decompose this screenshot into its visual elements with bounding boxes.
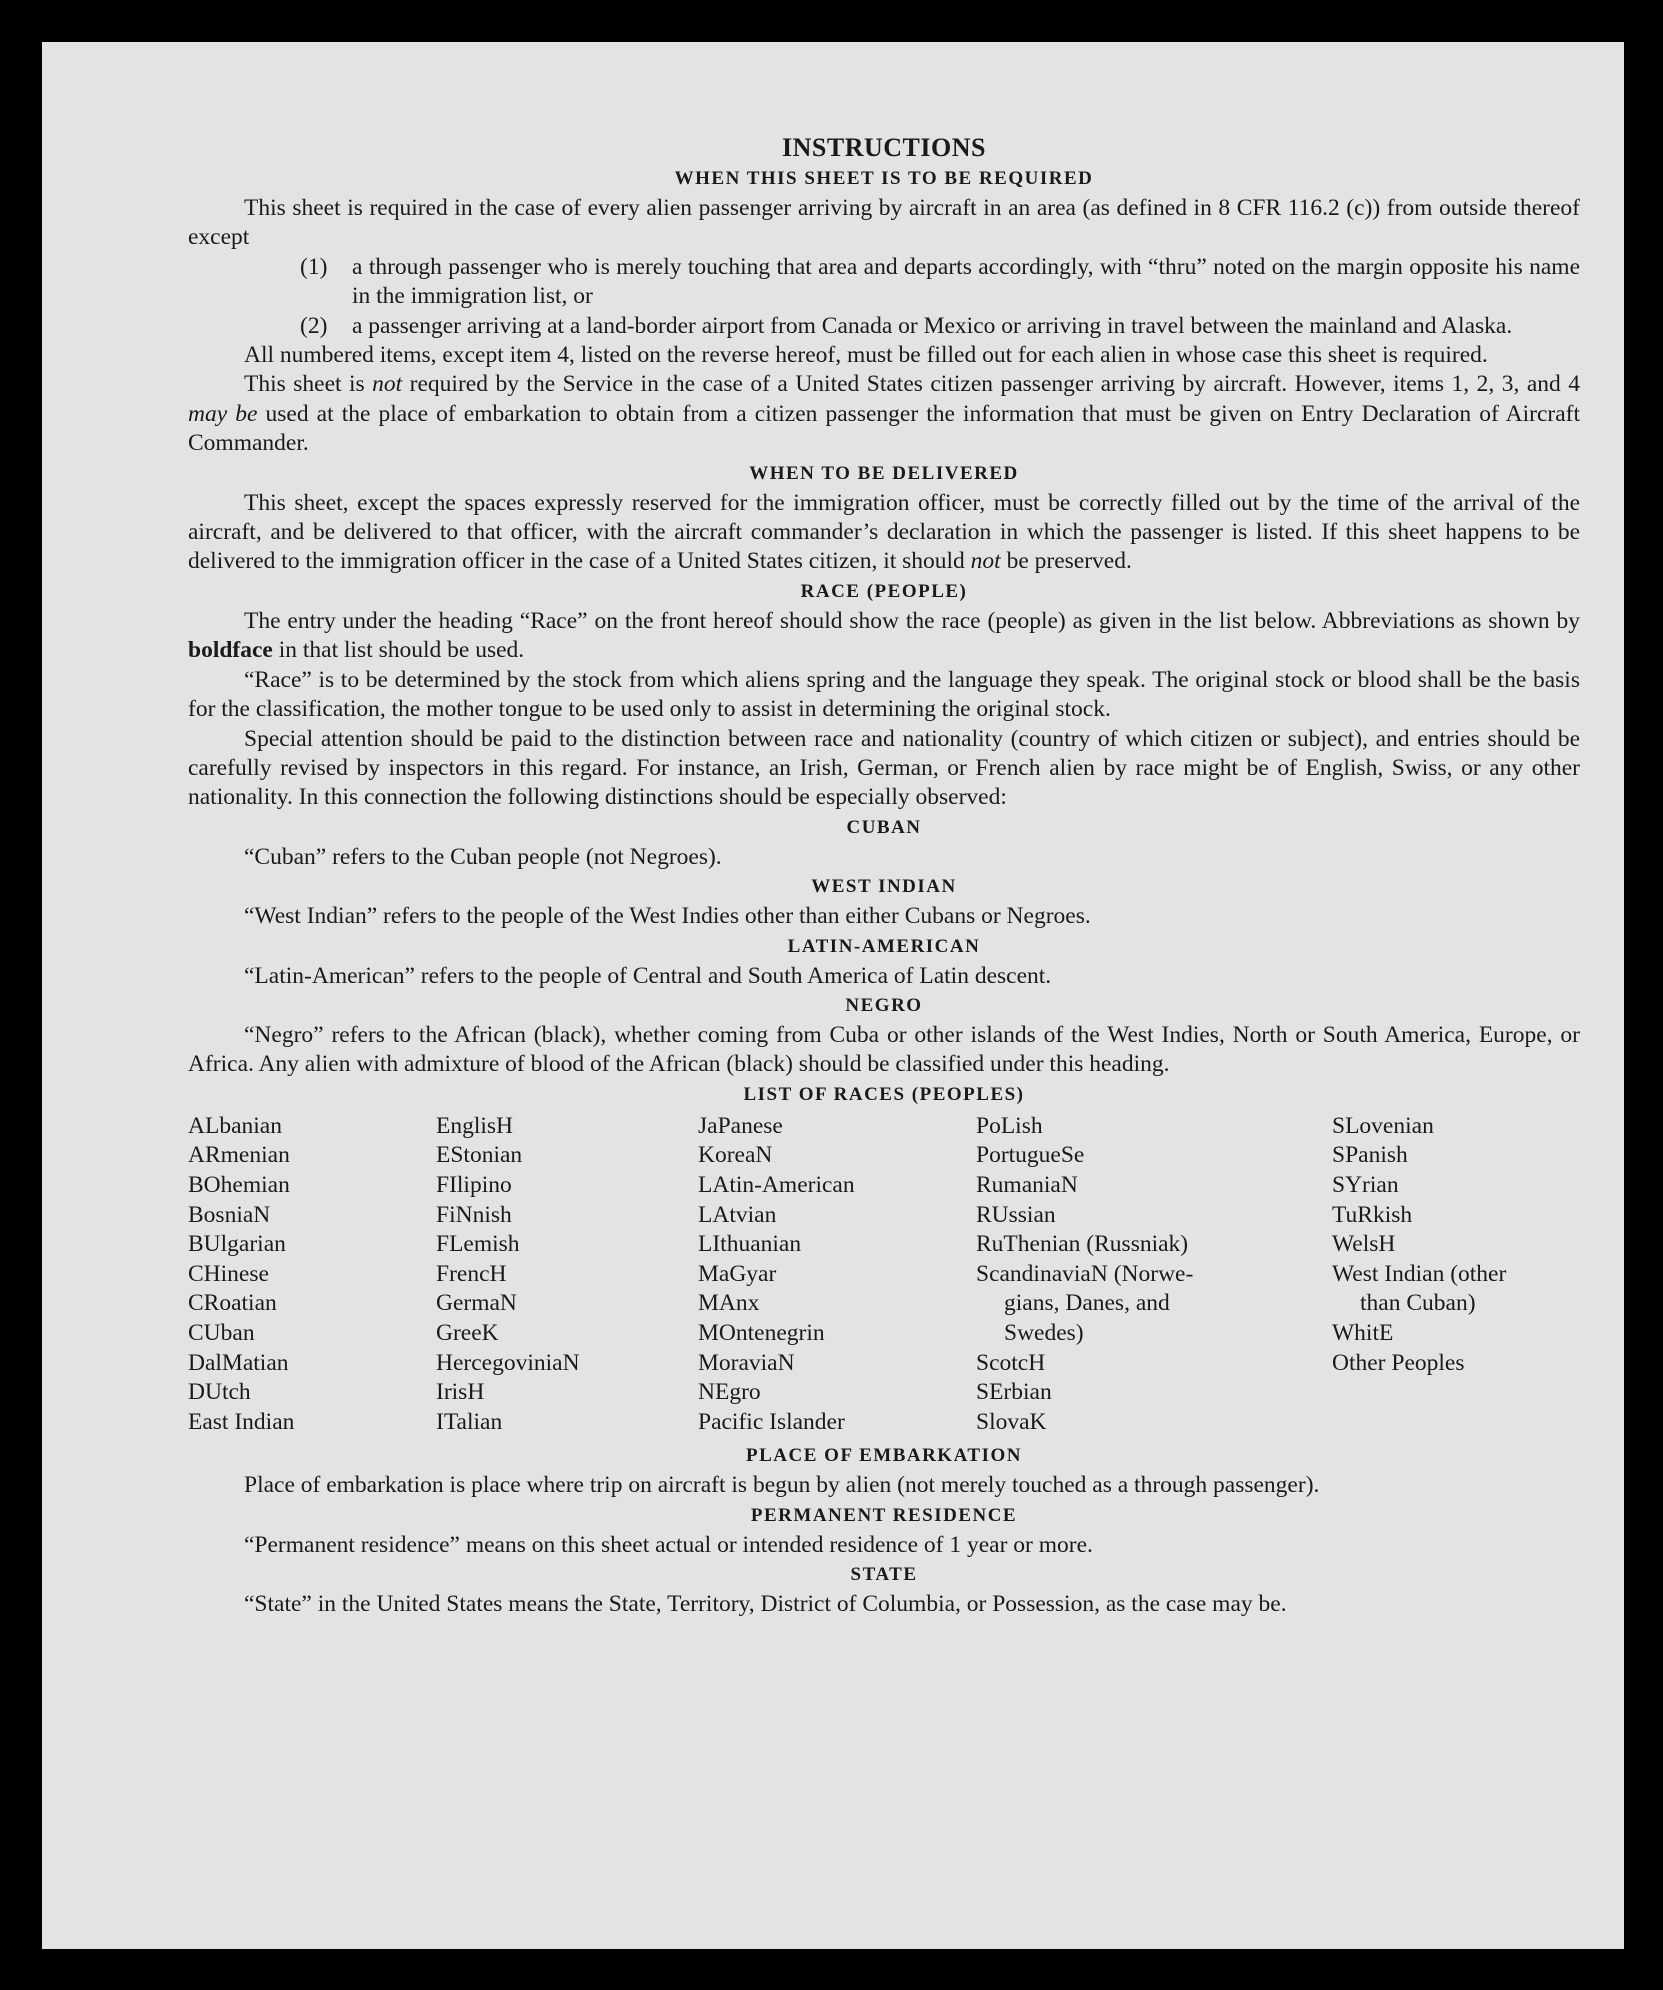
race-entry: SErbian <box>976 1379 1052 1406</box>
race-paragraph-1 <box>188 607 1580 666</box>
race-entry: WelsH <box>1332 1231 1396 1258</box>
cuban-definition: “Cuban” refers to the Cuban people (not Negroes). <box>244 843 722 870</box>
when-required-paragraph: This sheet is required in the case of every alien passenger arriving by aircraft in an area (as defined in 8 CFR 116.2 (c)) from outside thereof except <box>188 195 1580 251</box>
item-number: (1) <box>300 253 328 280</box>
race-entry: KoreaN <box>698 1142 773 1169</box>
race-entry: LIthuanian <box>698 1231 802 1258</box>
race-entry: PoLish <box>976 1112 1043 1139</box>
race-entry: DUtch <box>188 1379 251 1406</box>
race-entry: ScandinaviaN (Norwe- <box>976 1260 1194 1287</box>
race-entry: MAnx <box>698 1290 760 1317</box>
heading-state: STATE <box>850 1564 918 1586</box>
race-entry-continuation: gians, Danes, and <box>1004 1290 1170 1317</box>
race-entry: CUban <box>188 1319 255 1346</box>
race-entry: LAtvian <box>698 1201 777 1228</box>
race-entry: EnglisH <box>436 1112 514 1139</box>
bold-run: boldface <box>188 637 273 664</box>
latin-american-definition: “Latin-American” refers to the people of Central and South America of Latin descent. <box>244 962 1052 989</box>
race-entry: WhitE <box>1332 1319 1394 1346</box>
text-run: required by the Service in the case of a United States citizen passenger arriving by aircraft. However, items 1, 2, 3, and 4 <box>402 371 1580 398</box>
negro-definition: “Negro” refers to the African (black), whether coming from Cuba or other islands of the West Indies, North or South America, Europe, or Africa. Any alien with admixture of blood of the African (black) should be classified under this heading. <box>188 1021 1580 1078</box>
heading-latin-american: LATIN-AMERICAN <box>787 935 981 957</box>
citizen-paragraph <box>188 370 1580 458</box>
heading-when-delivered: WHEN TO BE DELIVERED <box>749 462 1019 484</box>
text-run: be preserved. <box>1000 548 1132 575</box>
race-entry: EStonian <box>436 1142 523 1169</box>
race-entry: SLovenian <box>1332 1112 1434 1139</box>
race-entry-continuation: than Cuban) <box>1360 1290 1476 1317</box>
race-entry: FLemish <box>436 1231 520 1258</box>
heading-place-of-embarkation: PLACE OF EMBARKATION <box>746 1445 1022 1467</box>
race-entry: West Indian (other <box>1332 1260 1507 1287</box>
heading-negro: NEGRO <box>845 994 923 1016</box>
races-column-4 <box>976 1112 1332 1438</box>
text-run: in that list should be used. <box>272 637 525 664</box>
race-entry: MoraviaN <box>698 1349 795 1376</box>
numbered-items-paragraph: All numbered items, except item 4, listed on the reverse hereof, must be filled out for each alien in whose case this sheet is required. <box>244 342 1488 369</box>
italic-run: not <box>372 371 403 398</box>
race-entry: CHinese <box>188 1260 269 1287</box>
race-entry: BUlgarian <box>188 1231 286 1258</box>
race-entry: ALbanian <box>188 1112 282 1139</box>
race-entry: FiNnish <box>436 1201 512 1228</box>
embarkation-definition: Place of embarkation is place where trip on aircraft is begun by alien (not merely touched as a through passenger). <box>244 1472 1320 1499</box>
race-paragraph-3: Special attention should be paid to the distinction between race and nationality (country of which citizen or subject), and entries should be carefully revised by inspectors in this regard. For instance, an Irish, German, or French alien by race might be of English, Swiss, or any other nationality. In this connection the following distinctions should be especially observed: <box>188 725 1580 811</box>
race-entry: Other Peoples <box>1332 1349 1465 1376</box>
text-run: used at the place of embarkation to obtain from a citizen passenger the information that must be given on Entry Declaration of Aircraft Commander. <box>188 400 1580 457</box>
race-entry: GreeK <box>436 1319 499 1346</box>
race-entry: JaPanese <box>698 1112 783 1139</box>
race-entry: SPanish <box>1332 1142 1408 1169</box>
item-text: a through passenger who is merely touching that area and departs accordingly, with “thru” noted on the margin opposite his name in the immigration list, or <box>352 253 1580 310</box>
race-entry: BOhemian <box>188 1171 290 1198</box>
race-entry: Pacific Islander <box>698 1408 845 1435</box>
race-entry: ARmenian <box>188 1142 290 1169</box>
delivered-paragraph <box>188 489 1580 577</box>
residence-definition: “Permanent residence” means on this sheet actual or intended residence of 1 year or more. <box>244 1531 1093 1558</box>
race-entry: FrencH <box>436 1260 507 1287</box>
races-column-3 <box>698 1112 976 1438</box>
text-run: This sheet is <box>244 371 373 398</box>
heading-permanent-residence: PERMANENT RESIDENCE <box>750 1504 1018 1526</box>
race-entry-continuation: Swedes) <box>1004 1319 1084 1346</box>
race-entry: BosniaN <box>188 1201 271 1228</box>
race-entry: MOntenegrin <box>698 1319 825 1346</box>
heading-race: RACE (PEOPLE) <box>800 580 968 602</box>
race-entry: RumaniaN <box>976 1171 1078 1198</box>
race-entry: SYrian <box>1332 1171 1399 1198</box>
race-entry: HercegoviniaN <box>436 1349 580 1376</box>
item-number: (2) <box>300 312 328 339</box>
race-entry: MaGyar <box>698 1260 777 1287</box>
races-list <box>188 1112 1580 1438</box>
race-entry: NEgro <box>698 1379 761 1406</box>
text-run: This sheet, except the spaces expressly reserved for the immigration officer, must be correctly filled out by the time of the arrival of the aircraft, and be delivered to that officer, with the aircraft commander’s declaration in which the passenger is listed. If this sheet happens to be delivered to the immigration officer in the case of a United States citizen, it should <box>188 489 1580 575</box>
west-indian-definition: “West Indian” refers to the people of the West Indies other than either Cubans or Negroes. <box>244 903 1091 930</box>
item-text: a passenger arriving at a land-border airport from Canada or Mexico or arriving in travel between the mainland and Alaska. <box>352 312 1513 339</box>
race-entry: FIlipino <box>436 1171 512 1198</box>
race-entry: LAtin-American <box>698 1171 855 1198</box>
instructions-body <box>188 132 1580 1620</box>
heading-west-indian: WEST INDIAN <box>811 876 957 898</box>
text-run: The entry under the heading “Race” on the front hereof should show the race (people) as given in the list below. Abbreviations as shown by <box>244 607 1580 634</box>
heading-when-required: WHEN THIS SHEET IS TO BE REQUIRED <box>674 168 1094 189</box>
exception-item-1 <box>188 253 1580 312</box>
race-paragraph-2: “Race” is to be determined by the stock from which aliens spring and the language they speak. The original stock or blood shall be the basis for the classification, the mother tongue to be used only to assist in determining the original stock. <box>188 666 1580 723</box>
heading-cuban: CUBAN <box>846 816 922 838</box>
race-entry: ITalian <box>436 1408 503 1435</box>
race-entry: East Indian <box>188 1408 295 1435</box>
race-entry: RuThenian (Russniak) <box>976 1231 1189 1258</box>
italic-run: not <box>970 548 1001 575</box>
races-column-2 <box>436 1112 698 1438</box>
race-entry: PortugueSe <box>976 1142 1085 1169</box>
race-entry: IrisH <box>436 1379 485 1406</box>
race-entry: DalMatian <box>188 1349 289 1376</box>
heading-list-of-races: LIST OF RACES (PEOPLES) <box>743 1083 1025 1105</box>
exception-item-2 <box>188 312 1580 341</box>
races-column-1 <box>188 1112 436 1438</box>
race-entry: TuRkish <box>1332 1201 1413 1228</box>
race-entry: SlovaK <box>976 1408 1047 1435</box>
italic-run: may be <box>188 400 258 427</box>
state-definition: “State” in the United States means the State, Territory, District of Columbia, or Possession, as the case may be. <box>244 1591 1287 1618</box>
race-entry: RUssian <box>976 1201 1056 1228</box>
page-title: INSTRUCTIONS <box>782 133 986 162</box>
race-entry: GermaN <box>436 1290 517 1317</box>
race-entry: ScotcH <box>976 1349 1046 1376</box>
document-page <box>42 42 1624 1949</box>
race-entry: CRoatian <box>188 1290 277 1317</box>
races-column-5 <box>1332 1112 1580 1438</box>
